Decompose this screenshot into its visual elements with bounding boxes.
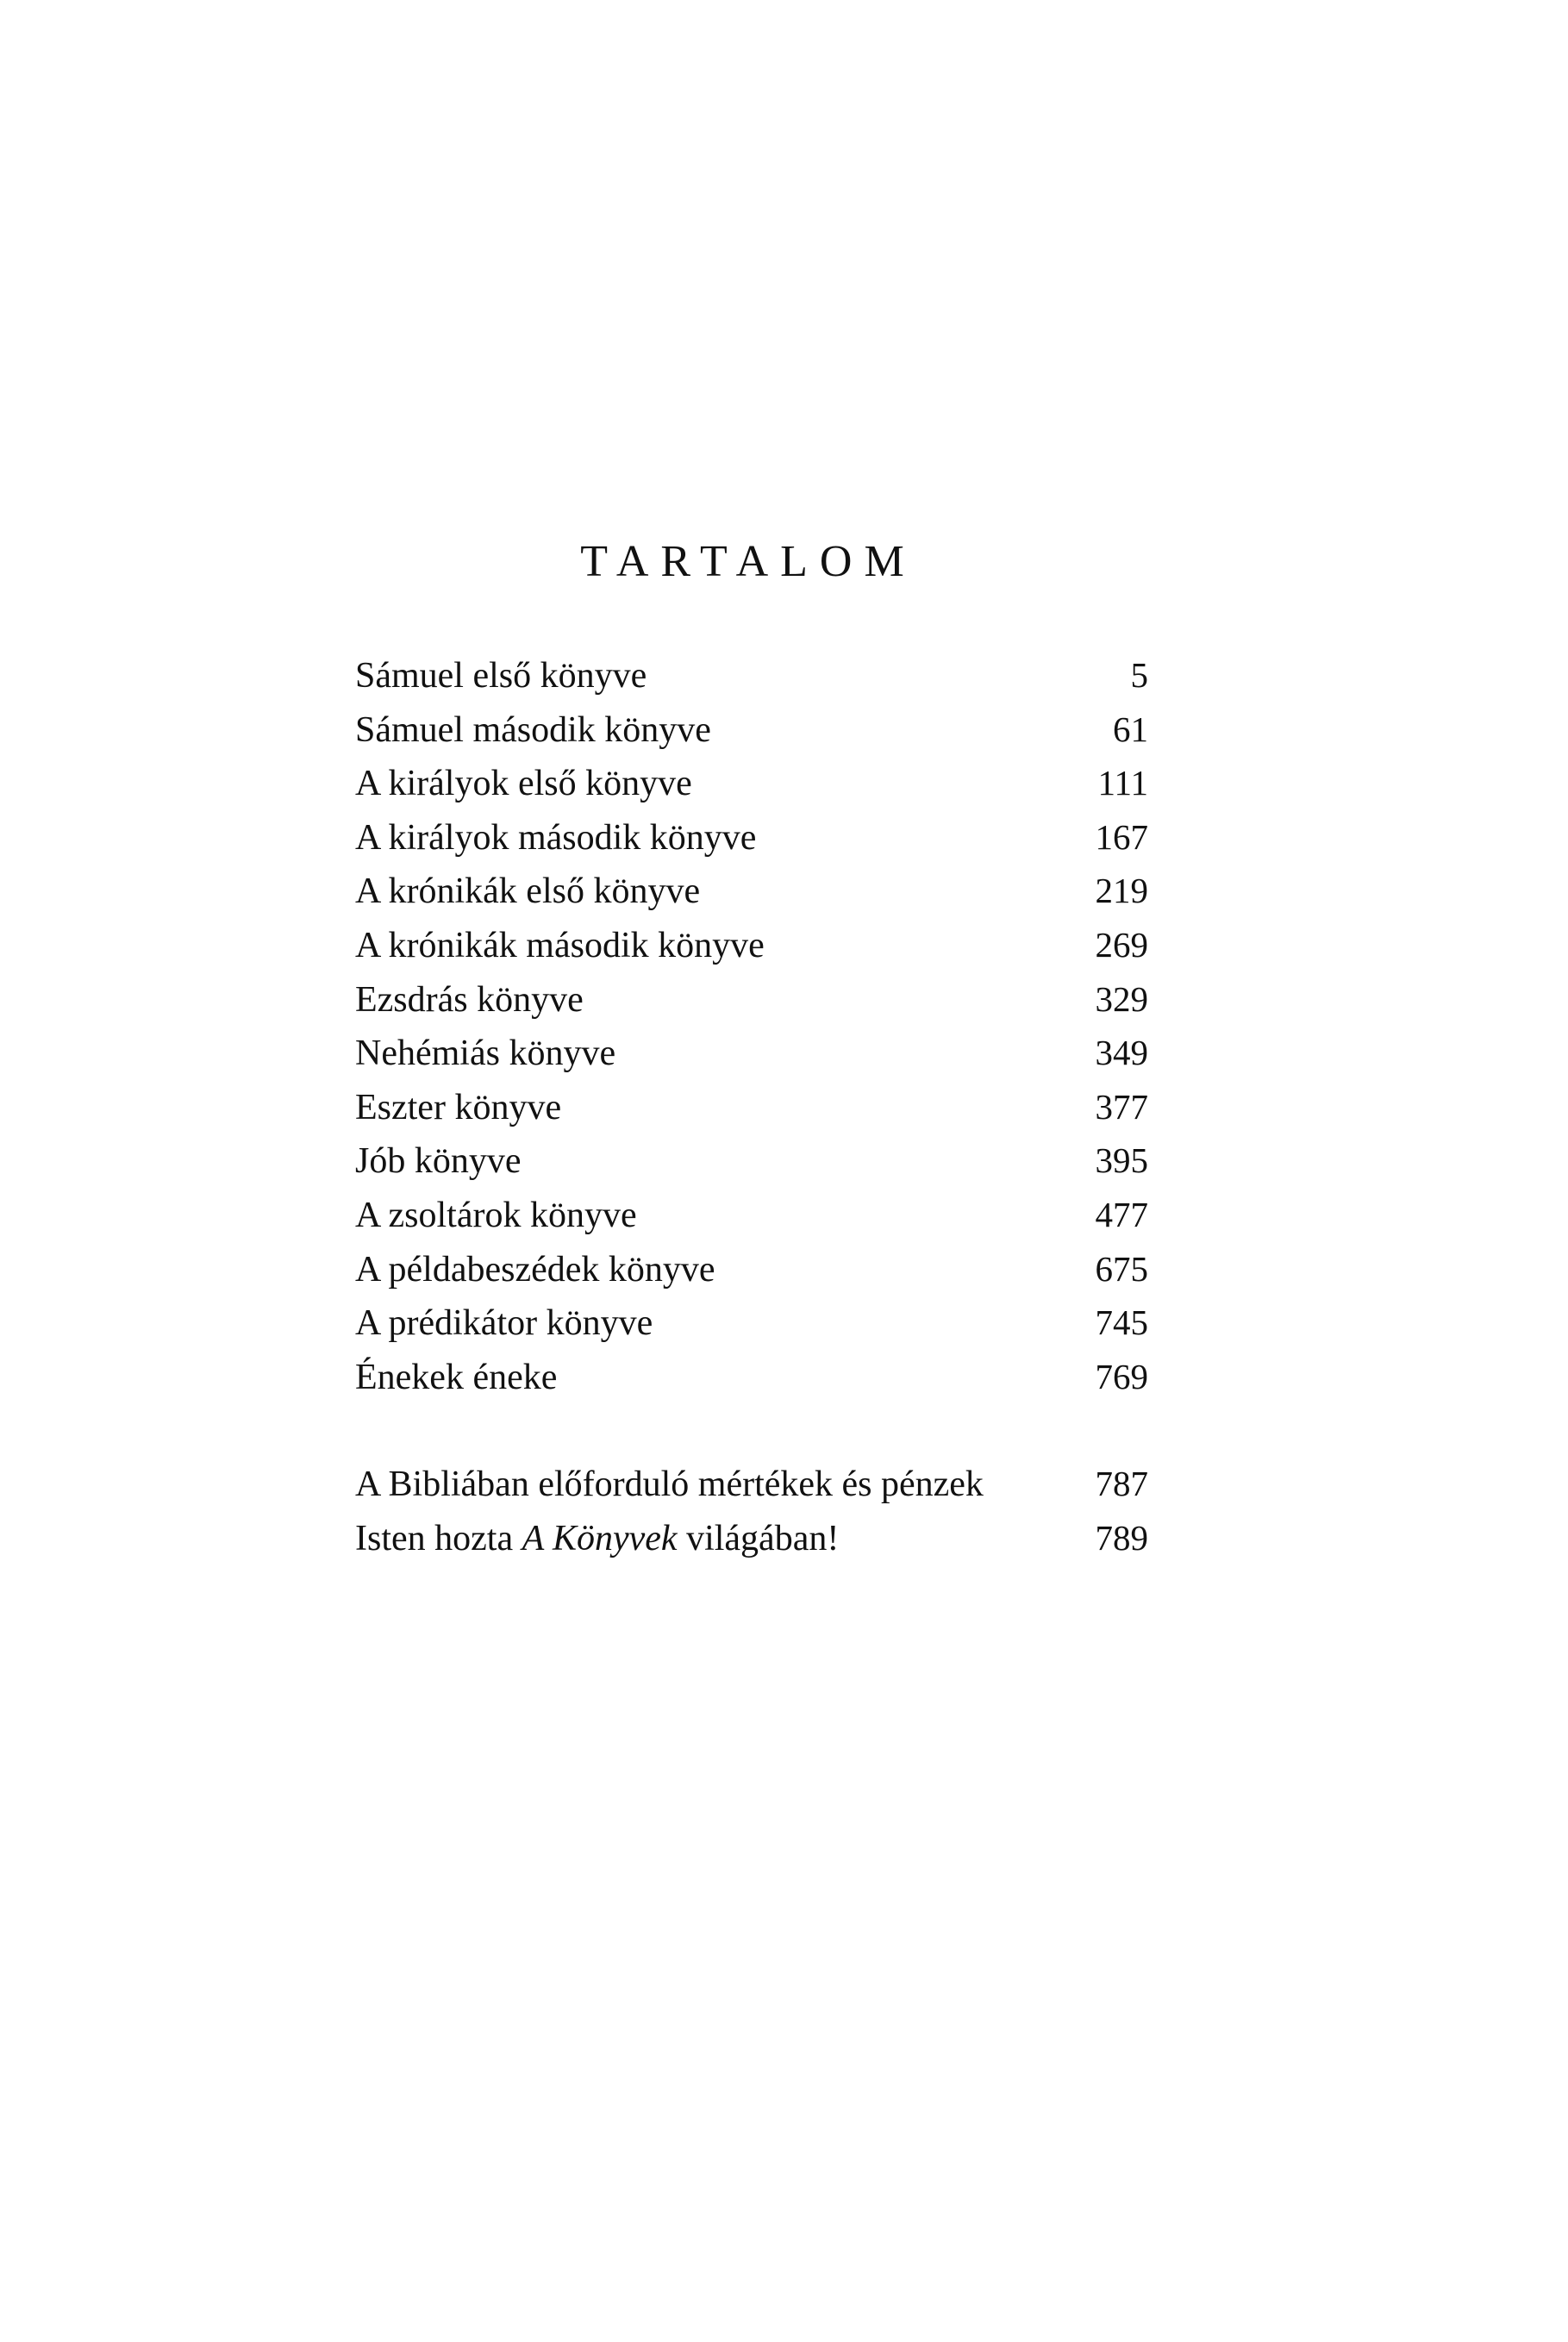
toc-entry-page: 61 [1113, 709, 1148, 749]
toc-entry-page: 395 [1095, 1140, 1148, 1181]
toc-entry-title: Eszter könyve [355, 1087, 562, 1127]
toc-entry-title: A prédikátor könyve [355, 1303, 653, 1344]
toc-entry[interactable] [355, 1296, 1148, 1350]
toc-entry-page: 5 [1130, 655, 1148, 695]
toc-entry-title-italic: A Könyvek [522, 1518, 678, 1558]
toc-entry-title: Jób könyve [355, 1141, 522, 1182]
toc-entry-page: 769 [1095, 1356, 1148, 1396]
page-title: TARTALOM [580, 537, 916, 586]
toc-entry-title-suffix: világában! [677, 1518, 840, 1558]
toc-entry[interactable] [355, 1457, 1148, 1511]
toc-entry[interactable] [355, 756, 1148, 810]
toc-entry[interactable] [355, 864, 1148, 918]
toc-entry[interactable] [355, 1134, 1148, 1188]
toc-entry-title: A királyok első könyve [355, 764, 692, 804]
toc-entry-title [355, 1512, 839, 1565]
toc-entry[interactable] [355, 1080, 1148, 1134]
toc-entry-page: 167 [1095, 816, 1148, 857]
toc-entry-page: 219 [1095, 871, 1148, 911]
toc-entry-page: 377 [1095, 1086, 1148, 1127]
toc-entry-page: 269 [1095, 924, 1148, 965]
toc-entry-page: 787 [1095, 1464, 1148, 1503]
toc-entry[interactable] [355, 648, 1148, 703]
toc-entry-title: Ezsdrás könyve [355, 979, 584, 1020]
toc-entry[interactable] [355, 972, 1148, 1027]
toc-entry-page: 789 [1095, 1517, 1148, 1558]
toc-entry-title: Sámuel első könyve [355, 656, 647, 696]
toc-entry-title: A zsoltárok könyve [355, 1195, 637, 1235]
toc-entry[interactable] [355, 1350, 1148, 1404]
toc-entry-title: A Bibliában előforduló mértékek és pénzek [355, 1465, 984, 1504]
toc-entry[interactable] [355, 1188, 1148, 1242]
toc-entry-title-prefix: Isten hozta [355, 1518, 522, 1558]
table-of-contents-appendix [355, 1457, 1148, 1564]
toc-entry[interactable] [355, 810, 1148, 865]
toc-entry[interactable] [355, 703, 1148, 757]
toc-entry-title: A példabeszédek könyve [355, 1249, 715, 1290]
toc-entry-title: A krónikák első könyve [355, 871, 701, 912]
toc-entry-page: 111 [1097, 763, 1148, 803]
toc-entry-page: 745 [1095, 1302, 1148, 1343]
toc-entry-page: 477 [1095, 1194, 1148, 1234]
table-of-contents [355, 648, 1148, 1403]
toc-entry-title: Nehémiás könyve [355, 1034, 616, 1074]
toc-entry[interactable] [355, 1511, 1148, 1565]
toc-entry-page: 675 [1095, 1248, 1148, 1289]
toc-entry-title: A krónikák második könyve [355, 925, 765, 965]
toc-entry-page: 349 [1095, 1033, 1148, 1073]
toc-entry-title: A királyok második könyve [355, 817, 757, 858]
toc-entry[interactable] [355, 1026, 1148, 1080]
toc-entry[interactable] [355, 1242, 1148, 1296]
toc-entry-page: 329 [1095, 978, 1148, 1019]
toc-entry-title: Sámuel második könyve [355, 709, 711, 750]
toc-entry[interactable] [355, 918, 1148, 972]
toc-entry-title: Énekek éneke [355, 1357, 558, 1397]
